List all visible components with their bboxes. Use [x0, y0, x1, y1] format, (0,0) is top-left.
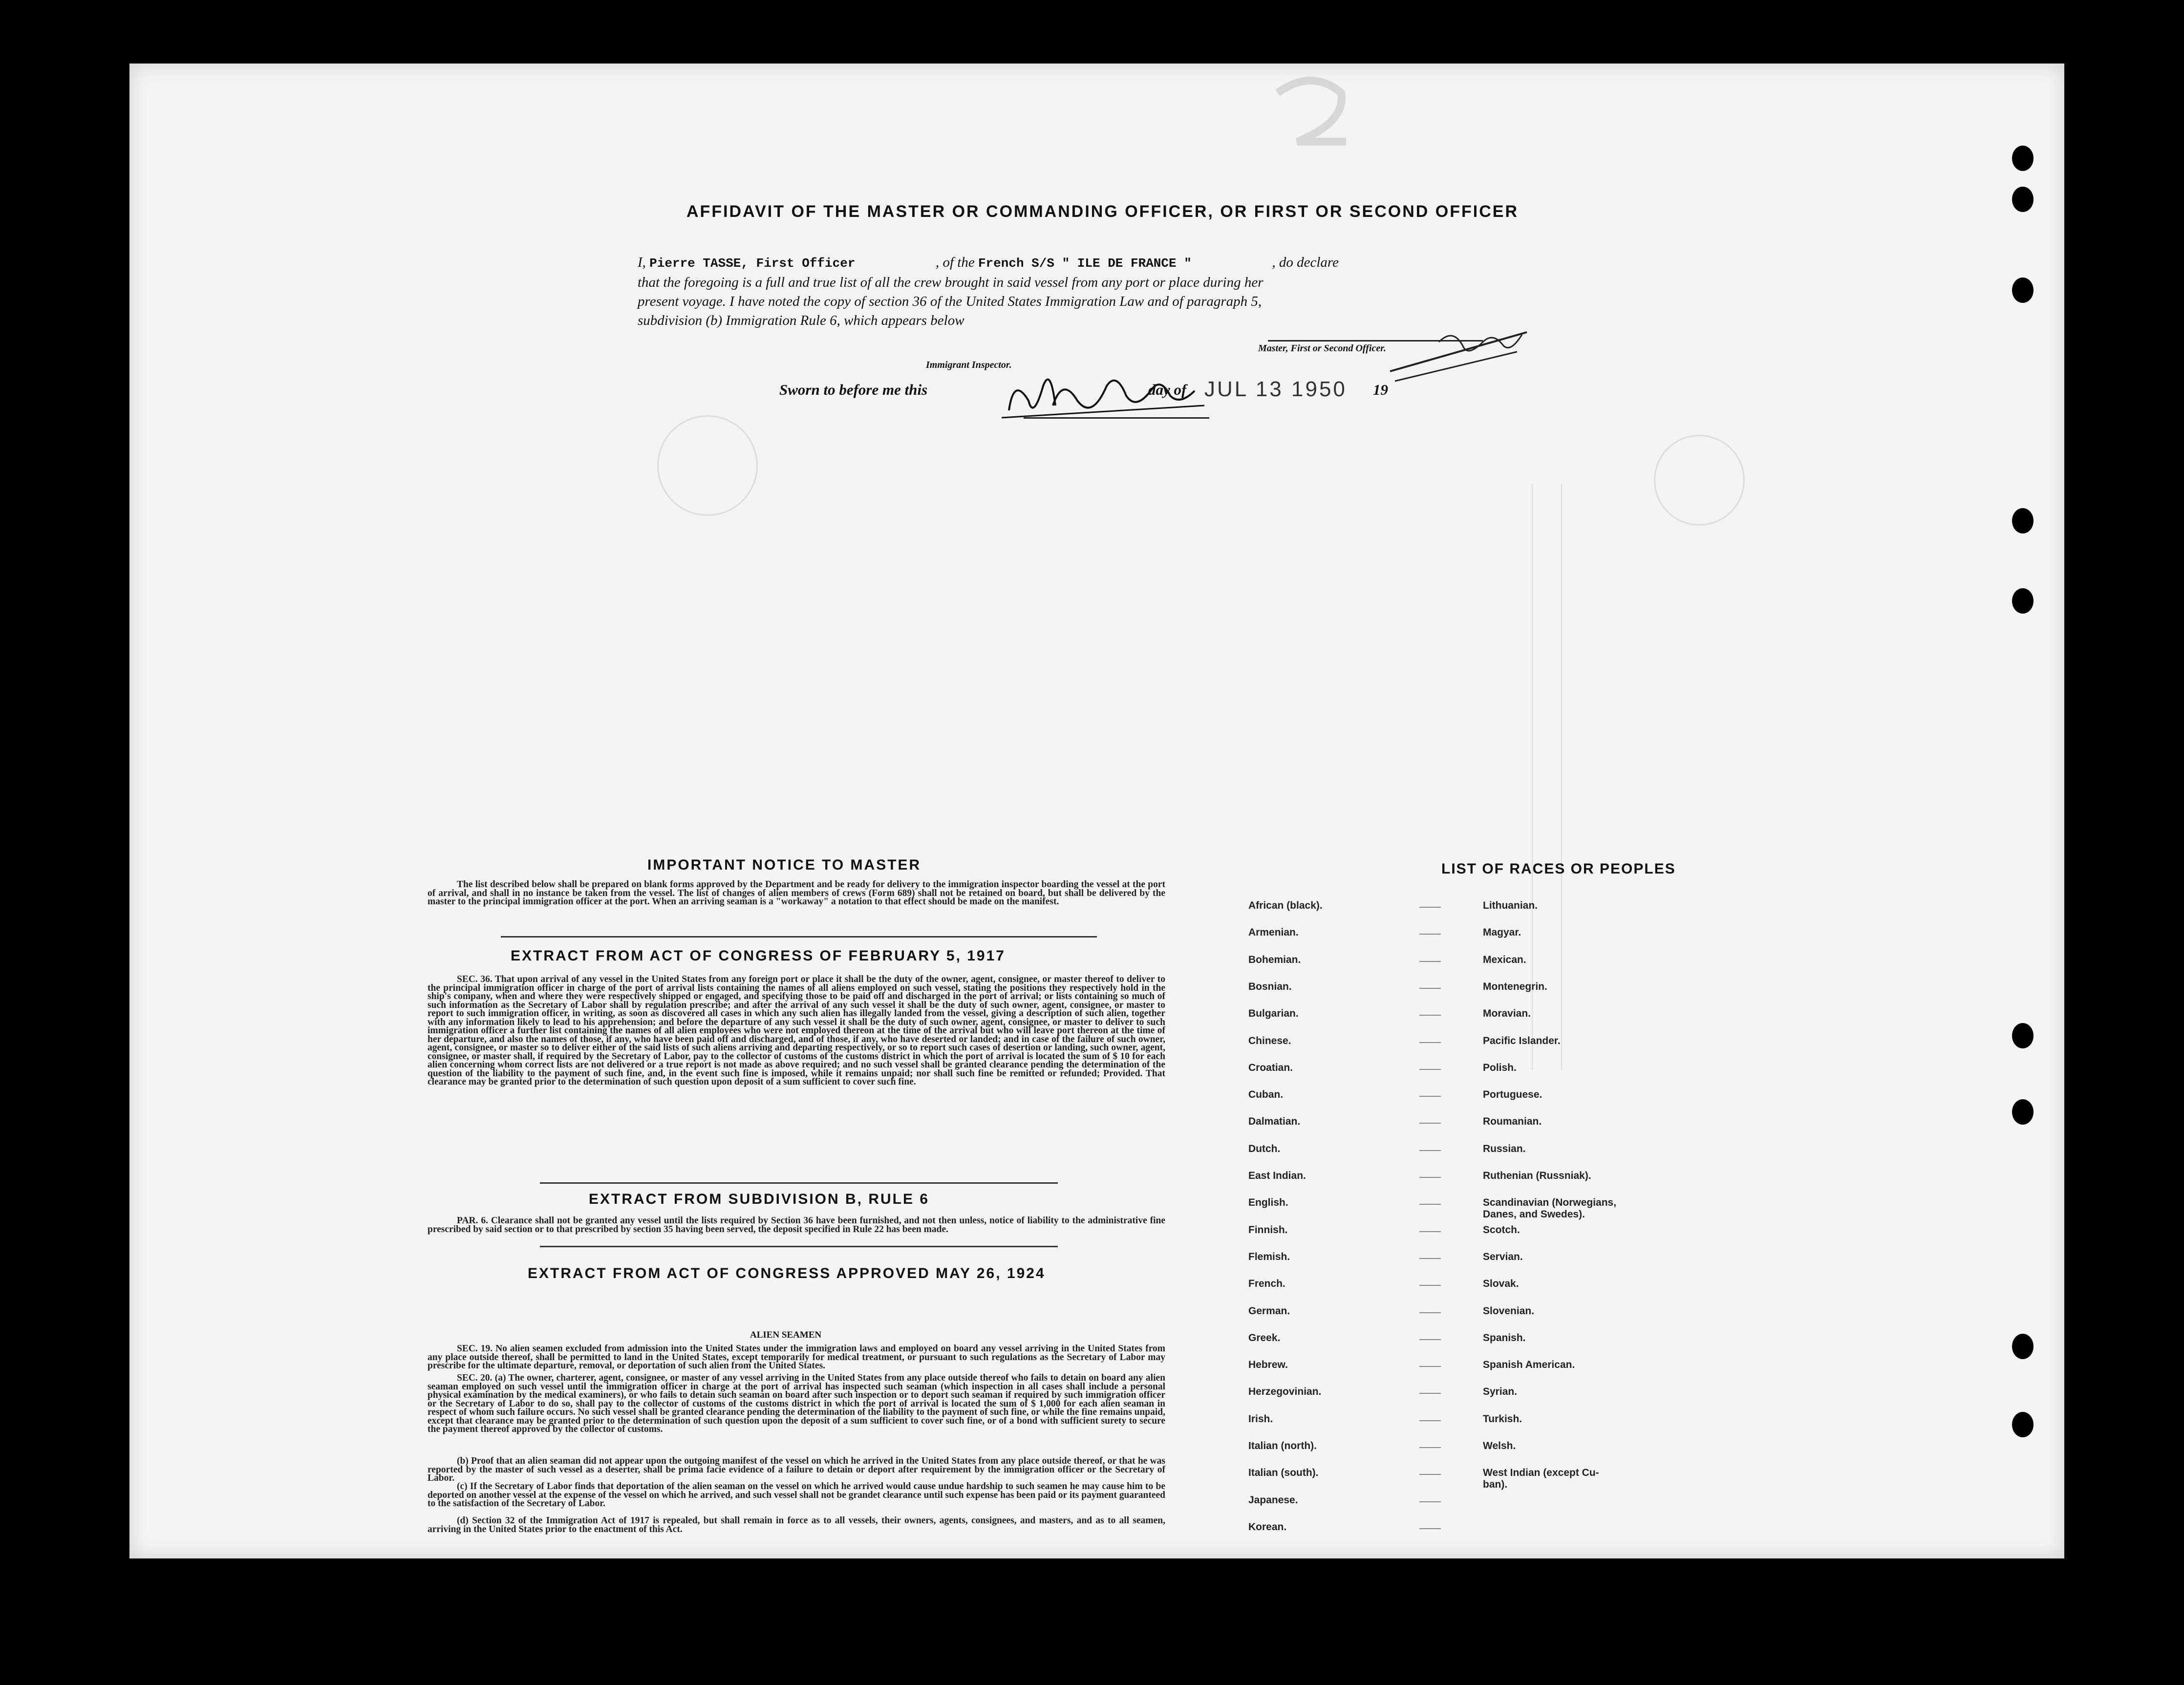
- affidavit-declaration: [638, 253, 1576, 330]
- notice-text: The list described below shall be prepared on blank forms approved by the Department and be ready for delivery to the immigration inspector boarding the vessel at the port of arrival, and shall in no instance be taken from the vessel. The list of changes of alien members of crews (Form 689) shall not be retained on board, but shall be delivered by the master to the principal immigration officer at the port. When an arriving seaman is a "workaway" a notation to that effect should be made on the manifest.: [428, 879, 1165, 907]
- race-blank-line: [1419, 1474, 1441, 1475]
- extract-1917-title: EXTRACT FROM ACT OF CONGRESS OF FEBRUARY 5, 1917: [511, 948, 1006, 964]
- faint-column-rule-2: [1561, 484, 1562, 1070]
- bleed-through-glyph: [1268, 73, 1356, 151]
- race-blank-line: [1419, 1042, 1441, 1043]
- race-blank-line: [1419, 988, 1441, 989]
- race-blank-line: [1419, 1231, 1441, 1232]
- binder-hole: [2012, 187, 2034, 212]
- race-blank-line: [1419, 961, 1441, 962]
- inspector-label: Immigrant Inspector.: [926, 360, 1012, 370]
- master-signature-line: [1268, 340, 1483, 341]
- race-item: Italian (south).: [1248, 1467, 1319, 1479]
- race-blank-line: [1419, 1393, 1441, 1394]
- race-item: Roumanian.: [1483, 1116, 1542, 1128]
- race-item: Scotch.: [1483, 1224, 1520, 1236]
- race-item: Portuguese.: [1483, 1089, 1542, 1101]
- race-item: Welsh.: [1483, 1440, 1516, 1451]
- binder-hole: [2012, 508, 2034, 533]
- race-blank-line: [1419, 1447, 1441, 1448]
- race-blank-line: [1419, 1150, 1441, 1151]
- master-signature: [1380, 322, 1537, 386]
- race-item: Montenegrin.: [1483, 981, 1547, 992]
- race-item: Bohemian.: [1248, 954, 1301, 965]
- race-item: Irish.: [1248, 1413, 1273, 1425]
- race-blank-line: [1419, 1420, 1441, 1421]
- race-blank-line: [1419, 1177, 1441, 1178]
- inspector-signature: [999, 371, 1214, 430]
- binder-hole: [2012, 1099, 2034, 1125]
- race-item: Dutch.: [1248, 1143, 1281, 1154]
- race-item: Slovak.: [1483, 1278, 1519, 1290]
- year-prefix: 19: [1373, 381, 1388, 398]
- sworn-text: Sworn to before me this: [779, 381, 928, 398]
- race-item: Armenian.: [1248, 927, 1299, 938]
- race-item: Magyar.: [1483, 927, 1521, 938]
- race-item: Spanish.: [1483, 1332, 1526, 1344]
- race-item: Bosnian.: [1248, 981, 1292, 992]
- extract-1924-title: EXTRACT FROM ACT OF CONGRESS APPROVED MAY 26, 1924: [528, 1265, 1046, 1281]
- race-item: Slovenian.: [1483, 1305, 1535, 1317]
- race-item: Korean.: [1248, 1521, 1287, 1533]
- alien-seamen-subtitle: ALIEN SEAMEN: [750, 1330, 822, 1340]
- race-blank-line: [1419, 907, 1441, 908]
- race-item: Polish.: [1483, 1062, 1517, 1073]
- binder-hole: [2012, 1023, 2034, 1048]
- inspector-signature-line: [1024, 417, 1209, 419]
- extract-1924-sec20d: (d) Section 32 of the Immigration Act of 1917 is repealed, but shall remain in force as to all vessels, their owners, agents, consignees, and masters, and as to all seamen, arriving in the United States prior to the enactment of this Act.: [428, 1515, 1165, 1535]
- race-item: African (black).: [1248, 900, 1323, 911]
- race-item: Spanish American.: [1483, 1359, 1575, 1371]
- extract-1924-sec20b: (b) Proof that an alien seaman did not appear upon the outgoing manifest of the vessel on which he arrived in the United States from any place outside thereof, or that he was reported by the master of such vessel as a deserter, shall be prima facie evidence of a failure to detain or deport after requirement by the immigration officer or the Secretary of Labor.: [428, 1456, 1165, 1483]
- race-blank-line: [1419, 1258, 1441, 1259]
- race-item: Scandinavian (Norwegians, Danes, and Swedes).: [1483, 1197, 1617, 1220]
- faded-stamp-left: [657, 415, 758, 516]
- race-item: Moravian.: [1483, 1008, 1531, 1020]
- race-item: Italian (north).: [1248, 1440, 1317, 1451]
- officer-name: Pierre TASSE, First Officer: [649, 256, 856, 271]
- i-label: I,: [638, 255, 646, 270]
- binder-hole: [2012, 1334, 2034, 1359]
- race-item: Syrian.: [1483, 1386, 1518, 1398]
- race-item: Finnish.: [1248, 1224, 1288, 1236]
- declaration-line-4: subdivision (b) Immigration Rule 6, which appears below: [638, 313, 964, 328]
- races-title: LIST OF RACES OR PEOPLES: [1441, 861, 1676, 877]
- declaration-line-2: that the foregoing is a full and true list of all the crew brought in said vessel from any port or place during her: [638, 275, 1263, 290]
- race-blank-line: [1419, 1204, 1441, 1205]
- divider-3: [540, 1246, 1058, 1247]
- vessel-name: French S/S " ILE DE FRANCE ": [978, 256, 1192, 271]
- binder-hole: [2012, 146, 2034, 171]
- date-stamp: JUL 13 1950: [1204, 377, 1347, 401]
- race-item: German.: [1248, 1305, 1290, 1317]
- affidavit-title: AFFIDAVIT OF THE MASTER OR COMMANDING OFFICER, OR FIRST OR SECOND OFFICER: [686, 202, 1519, 221]
- binder-hole: [2012, 1412, 2034, 1437]
- race-item: West Indian (except Cu- ban).: [1483, 1467, 1599, 1491]
- rule-6-title: EXTRACT FROM SUBDIVISION B, RULE 6: [589, 1191, 930, 1207]
- extract-1917-text: SEC. 36. That upon arrival of any vessel in the United States from any foreign port or place it shall be the duty of the owner, agent, consignee, or master thereof to deliver to the principal immigration officer in charge of the port of arrival lists containing the names of all aliens employed on such vessel, stating the positions they respectively hold in the ship's company, when and where they were respectively shipped or engaged, and specifying those to be paid off and discharged in the port of arrival; or lists containing so much of such information as the Secretary of Labor shall by regulation prescribe; and after the arrival of any such vessel it shall be the duty of such owner, agent, consignee, or master to report to such immigration officer, in writing, as soon as discovered all cases in which any such alien has illegally landed from the vessel, giving a description of such alien, together with any information likely to lead to his apprehension; and before the departure of any such vessel it shall be the duty of such owner, agent, consignee, or master to deliver to such immigration officer a further list containing the names of all alien employees who were not employed thereon at the time of the arrival but who will leave port thereon at the time of her departure, and also the names of those, if any, who have been paid off and discharged, and of those, if any, who have deserted or landed; and in case of the failure of such owner, agent, consignee, or master so to deliver either of the said lists of such aliens arriving and departing respectively, or so to report such cases of desertion or landing, such owner, agent, consignee, or master shall, if required by the Secretary of Labor, pay to the collector of customs of the customs district in which the port of arrival is located the sum of $ 10 for each alien concerning whom correct lists are not delivered or a true report is not made as above required; and no such vessel shall be granted clearance pending the determination of the question of the liability to the payment of such fine, and, in the event such fine is imposed, while it remains unpaid; nor shall such fine be remitted or refunded; Provided. That clearance may be granted prior to the determination of such question upon deposit of a sum sufficient to cover such fine.: [428, 974, 1165, 1087]
- race-item: Servian.: [1483, 1251, 1523, 1262]
- do-declare-label: , do declare: [1272, 255, 1339, 270]
- race-item: Hebrew.: [1248, 1359, 1288, 1371]
- race-item: Herzegovinian.: [1248, 1386, 1322, 1398]
- of-the-label: , of the: [935, 255, 975, 270]
- race-blank-line: [1419, 1312, 1441, 1313]
- race-item: Lithuanian.: [1483, 900, 1538, 911]
- race-blank-line: [1419, 1501, 1441, 1502]
- race-item: English.: [1248, 1197, 1288, 1209]
- race-item: Cuban.: [1248, 1089, 1284, 1101]
- declaration-line-3: present voyage. I have noted the copy of section 36 of the United States Immigration Law and of paragraph 5,: [638, 294, 1262, 309]
- extract-1924-sec20c: (c) If the Secretary of Labor finds that deportation of the alien seaman on the vessel on which he arrived would cause undue hardship to such seamen he may cause him to be deported on another vessel at the expense of the vessel on which he arrived, and such vessel shall not be grandet clearance until such expense has been paid or its payment guaranteed to the satisfaction of the Secretary of Labor.: [428, 1481, 1165, 1509]
- race-blank-line: [1419, 1069, 1441, 1070]
- race-item: French.: [1248, 1278, 1285, 1290]
- bleed-through-number: [1268, 73, 1356, 169]
- race-item: East Indian.: [1248, 1170, 1306, 1181]
- binder-hole: [2012, 588, 2034, 614]
- race-blank-line: [1419, 1015, 1441, 1016]
- race-blank-line: [1419, 1285, 1441, 1286]
- race-item: Pacific Islander.: [1483, 1035, 1561, 1046]
- race-blank-line: [1419, 1339, 1441, 1340]
- rule-6-text: PAR. 6. Clearance shall not be granted any vessel until the lists required by Section 36 have been furnished, and not then unless, notice of liability to the administrative fine prescribed by said section or to that prescribed by section 35 having been served, the deposit specified in Rule 22 has been made.: [428, 1216, 1165, 1235]
- manifest-page: [129, 64, 2064, 1558]
- race-item: Turkish.: [1483, 1413, 1522, 1425]
- declaration-line-1: [638, 253, 1576, 273]
- divider-2: [540, 1182, 1058, 1184]
- race-blank-line: [1419, 1528, 1441, 1529]
- divider-1: [501, 936, 1097, 938]
- notice-title: IMPORTANT NOTICE TO MASTER: [647, 857, 921, 873]
- race-item: Russian.: [1483, 1143, 1526, 1154]
- extract-1924-sec20a: SEC. 20. (a) The owner, charterer, agent, consignee, or master of any vessel arriving in the United States from any place outside thereof who fails to detain on board any alien seaman employed on such vessel until the immigration officer in charge at the port of arrival has inspected such seaman (which inspection in all cases shall include a personal physical examination by the medical examiners), or who fails to detain such seaman on board after such inspection or to deport such seaman if required by such immigration officer or the Secretary of Labor to do so, shall pay to the collector of customs of the customs district in which the port of arrival is located the sum of $ 1,000 for each alien seaman in respect of whom such failure occurs. No such vessel shall be granted clearance pending the determination of the liability to the payment of such fine, or while the fine remains unpaid, except that clearance may be granted prior to the determination of such question upon the deposit of a sum sufficient to cover such fine, or of a bond with sufficient surety to secure the payment thereof approved by the collector of customs.: [428, 1373, 1165, 1434]
- race-item: Greek.: [1248, 1332, 1281, 1344]
- race-item: Croatian.: [1248, 1062, 1293, 1073]
- race-item: Flemish.: [1248, 1251, 1290, 1262]
- race-blank-line: [1419, 1366, 1441, 1367]
- master-label: Master, First or Second Officer.: [1258, 343, 1386, 354]
- day-of-label: day of: [1148, 381, 1187, 398]
- race-item: Ruthenian (Russniak).: [1483, 1170, 1591, 1181]
- binder-hole: [2012, 277, 2034, 303]
- race-blank-line: [1419, 1096, 1441, 1097]
- race-item: Japanese.: [1248, 1494, 1298, 1506]
- extract-1924-sec19: SEC. 19. No alien seamen excluded from admission into the United States under the immigration laws and employed on board any vessel arriving in the United States from any place outside thereof, shall be permitted to land in the United States, except temporarily for medical treatment, or pursuant to such regulations as the Secretary of Labor may prescribe for the ultimate departure, removal, or deportation of such alien from the United States.: [428, 1344, 1165, 1371]
- race-item: Mexican.: [1483, 954, 1526, 965]
- faded-stamp-right: [1654, 435, 1745, 526]
- race-blank-line: [1419, 1123, 1441, 1124]
- race-item: Chinese.: [1248, 1035, 1291, 1046]
- race-item: Dalmatian.: [1248, 1116, 1301, 1128]
- race-blank-line: [1419, 934, 1441, 935]
- race-item: Bulgarian.: [1248, 1008, 1299, 1020]
